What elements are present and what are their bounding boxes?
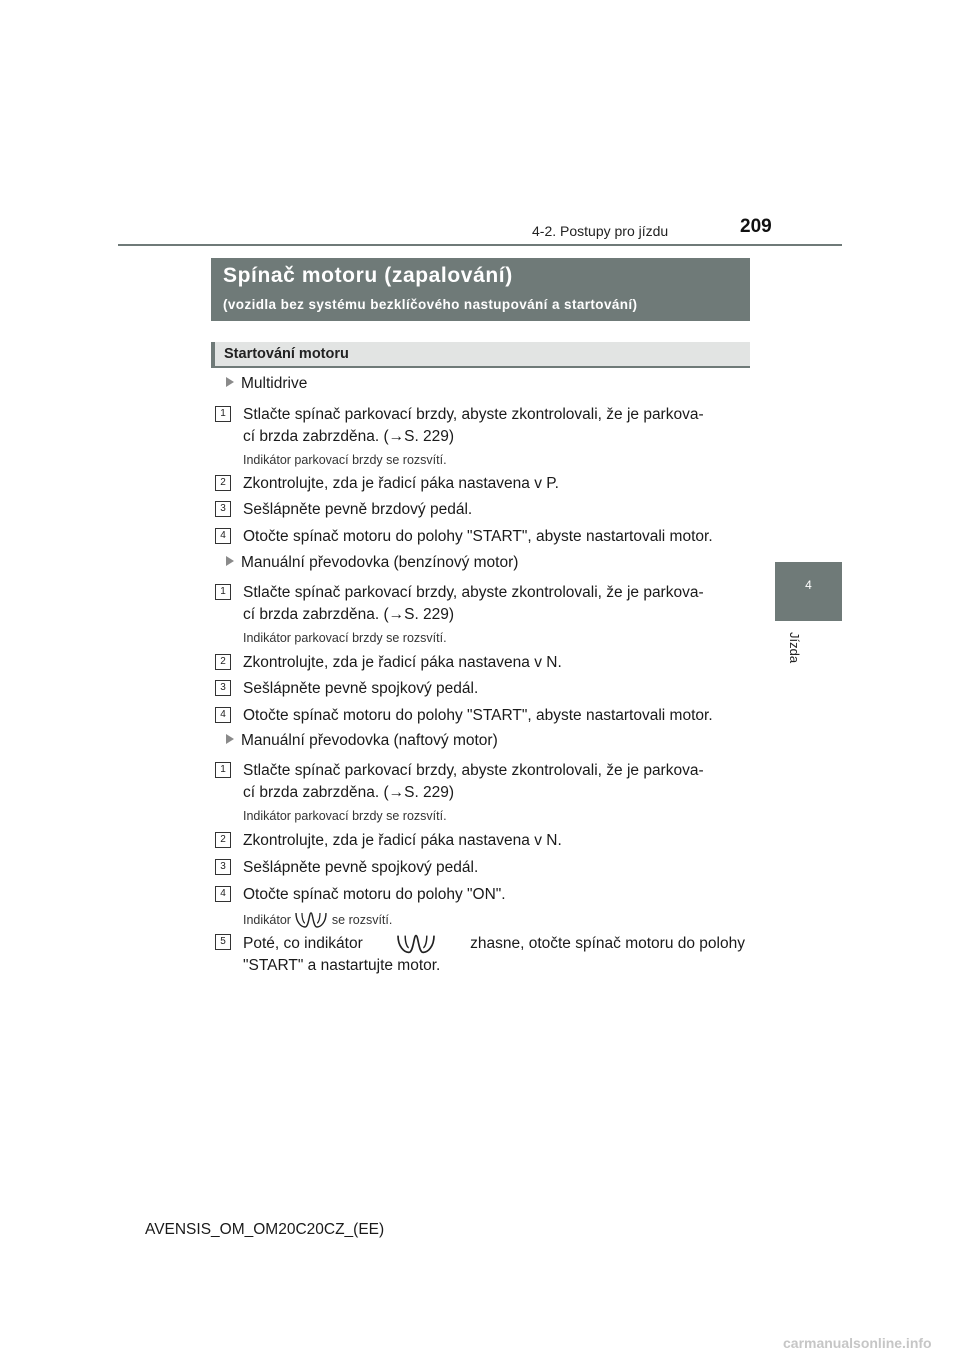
chapter-tab-number: 4 <box>805 578 812 592</box>
header-rule <box>118 244 842 246</box>
step-number: 5 <box>215 934 231 950</box>
step-text: Zkontrolujte, zda je řadicí páka nastavena v N. <box>243 832 562 849</box>
step-text: Stlačte spínač parkovací brzdy, abyste zkontrolovali, že je parkova- <box>243 584 704 601</box>
triangle-bullet-icon <box>226 734 234 744</box>
step-number: 4 <box>215 707 231 723</box>
step-text-continued: cí brzda zabrzděna. (→S. 229) <box>243 784 455 801</box>
step-note: Indikátor se rozsvítí. <box>243 910 392 930</box>
subsection-title: Startování motoru <box>224 346 349 362</box>
chapter-label-text: Jízda <box>787 632 802 664</box>
step-number: 1 <box>215 584 231 600</box>
step-text: Poté, co indikátor zhasne, otočte spínač motoru do polohy <box>243 932 745 956</box>
step-number: 2 <box>215 832 231 848</box>
step-number: 2 <box>215 654 231 670</box>
section-title-box <box>211 258 750 321</box>
step-number: 3 <box>215 680 231 696</box>
step-text: Sešlápněte pevně spojkový pedál. <box>243 680 479 697</box>
document-code: AVENSIS_OM_OM20C20CZ_(EE) <box>145 1221 385 1238</box>
step-text: Sešlápněte pevně brzdový pedál. <box>243 501 473 518</box>
step-text: Otočte spínač motoru do polohy "START", abyste nastartovali motor. <box>243 707 713 724</box>
step-note: Indikátor parkovací brzdy se rozsvítí. <box>243 453 447 467</box>
step-text-continued: "START" a nastartujte motor. <box>243 957 441 974</box>
step-text: Otočte spínač motoru do polohy "ON". <box>243 886 506 903</box>
triangle-bullet-icon <box>226 377 234 387</box>
step-text-continued: cí brzda zabrzděna. (→S. 229) <box>243 428 455 445</box>
step-note: Indikátor parkovací brzdy se rozsvítí. <box>243 631 447 645</box>
step-number: 3 <box>215 501 231 517</box>
section-subtitle: (vozidla bez systému bezklíčového nastupování a startování) <box>223 297 638 312</box>
group-heading: Multidrive <box>226 375 307 393</box>
group-heading: Manuální převodovka (naftový motor) <box>226 732 498 750</box>
page-number: 209 <box>740 216 772 237</box>
step-text: Zkontrolujte, zda je řadicí páka nastavena v P. <box>243 475 559 492</box>
step-text-continued: cí brzda zabrzděna. (→S. 229) <box>243 606 455 623</box>
glow-plug-indicator-icon <box>294 910 328 930</box>
step-number: 1 <box>215 762 231 778</box>
step-number: 4 <box>215 528 231 544</box>
step-note: Indikátor parkovací brzdy se rozsvítí. <box>243 809 447 823</box>
chapter-label <box>786 632 802 672</box>
step-text: Zkontrolujte, zda je řadicí páka nastavena v N. <box>243 654 562 671</box>
step-text: Sešlápněte pevně spojkový pedál. <box>243 859 479 876</box>
glow-plug-indicator-icon <box>394 932 438 956</box>
step-text: Otočte spínač motoru do polohy "START", abyste nastartovali motor. <box>243 528 713 545</box>
step-text: Stlačte spínač parkovací brzdy, abyste zkontrolovali, že je parkova- <box>243 406 704 423</box>
step-number: 1 <box>215 406 231 422</box>
chapter-tab <box>775 562 842 621</box>
step-number: 3 <box>215 859 231 875</box>
group-heading: Manuální převodovka (benzínový motor) <box>226 554 518 572</box>
subsection-box <box>211 342 750 368</box>
watermark: carmanualsonline.info <box>783 1335 932 1351</box>
step-text: Stlačte spínač parkovací brzdy, abyste zkontrolovali, že je parkova- <box>243 762 704 779</box>
step-number: 4 <box>215 886 231 902</box>
running-header-section: 4-2. Postupy pro jízdu <box>532 223 669 239</box>
triangle-bullet-icon <box>226 556 234 566</box>
section-title: Spínač motoru (zapalování) <box>223 264 513 287</box>
step-number: 2 <box>215 475 231 491</box>
